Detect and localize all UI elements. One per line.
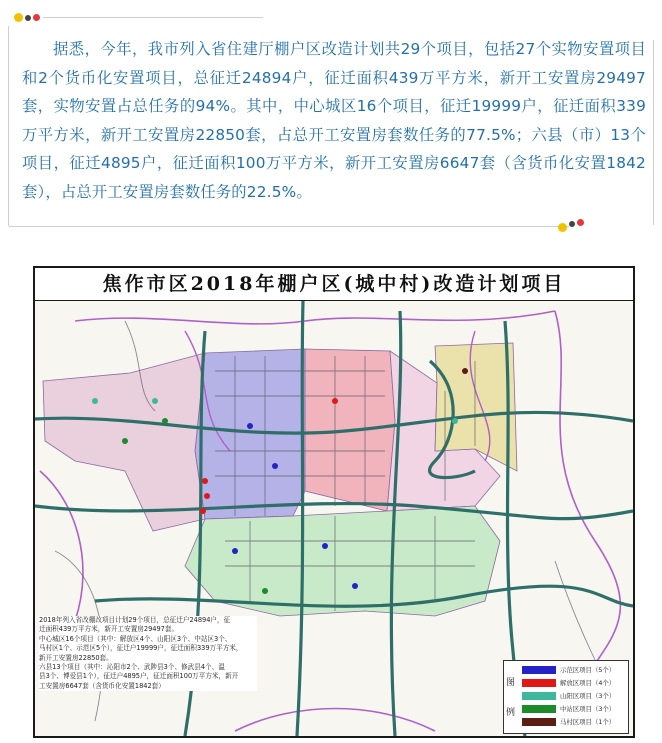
legend-item-count: （5个） (591, 666, 616, 674)
map-title: 焦作市区2018年棚户区(城中村)改造计划项目 (35, 268, 633, 302)
marker-shanyang-3 (452, 418, 458, 424)
marker-shanyang-1 (92, 398, 98, 404)
legend-item-macun (522, 717, 626, 728)
legend-swatch (522, 679, 556, 687)
article-paragraph: 据悉，今年，我市列入省住建厅棚户区改造计划共29个项目，包括27个实物安置项目和2个货币化安置项目，总征迁24894户，征迁面积439万平方米，新开工安置房29497套，实物安置占总任务的94%。其中，中心城区16个项目，征迁19999户，征迁面积339万平方米，新开工安置房22850套，占总开工安置房套数任务的77.5%；六县（市）13个项目，征迁4895户，征迁面积100万平方米，新开工安置房6647套（含货币化安置1842套），占总开工安置房套数任务的22.5%。 (22, 40, 646, 201)
marker-zhongzhan-3 (262, 588, 268, 594)
legend-item-zhongzhan (522, 704, 626, 715)
legend-text (560, 691, 615, 702)
note-line: 六县13个项目（其中：沁阳市2个、武陟县3个、修武县4个、温 (39, 663, 225, 672)
map-note (39, 616, 257, 691)
decor-line-bottom (9, 226, 569, 227)
decor-dot-yellow-2 (558, 223, 567, 232)
marker-jiefang-1 (202, 478, 208, 484)
legend-item-count: （1个） (591, 718, 616, 726)
legend-item-count: （4个） (591, 679, 616, 687)
project-map (33, 266, 635, 738)
legend-text (560, 665, 615, 676)
marker-shifan-1 (247, 423, 253, 429)
legend-item-name: 山阳区项目 (560, 692, 592, 700)
legend-swatch (522, 705, 556, 713)
marker-zhongzhan-1 (122, 438, 128, 444)
legend-item-shanyang (522, 691, 626, 702)
legend-item-name: 示范区项目 (560, 666, 592, 674)
decor-dot-gray-2 (569, 221, 575, 227)
legend-text (560, 704, 615, 715)
marker-shanyang-2 (152, 398, 158, 404)
decor-dot-red-2 (577, 219, 584, 226)
decor-dot-yellow (14, 13, 23, 22)
note-line: 新开工安置房22850套。 (39, 653, 113, 662)
legend-text (560, 717, 615, 728)
marker-macun-1 (462, 368, 468, 374)
legend-label-top: 图 (506, 678, 516, 688)
legend-swatch (522, 666, 556, 674)
decor-dot-red (33, 14, 40, 21)
legend-swatch (522, 718, 556, 726)
note-line: 工安置房6647套（含货币化安置1842套） (39, 681, 165, 690)
legend-label-bottom: 例 (506, 708, 516, 718)
decor-line-top (43, 17, 263, 18)
legend-swatch (522, 692, 556, 700)
note-line: 马村区1个、示范区5个），征迁户19999户，征迁面积339万平方米， (39, 644, 243, 653)
marker-jiefang-3 (200, 508, 206, 514)
marker-shifan-2 (272, 463, 278, 469)
legend-item-name: 马村区项目 (560, 718, 592, 726)
marker-jiefang-2 (204, 493, 210, 499)
article-text (22, 35, 646, 215)
marker-zhongzhan-2 (162, 418, 168, 424)
marker-shifan-4 (322, 543, 328, 549)
note-line: 县3个、博爱县1个），征迁户4895户，征迁面积100万平方米，新开 (39, 672, 239, 681)
legend-item-jiefang (522, 678, 626, 689)
marker-jiefang-4 (332, 398, 338, 404)
legend-item-count: （3个） (591, 692, 616, 700)
legend-text (560, 678, 615, 689)
note-line: 2018年列入省改棚改项目计划29个项目，总征迁户24894户，征 (39, 616, 231, 624)
legend-item-shifan (522, 665, 626, 676)
decor-dot-gray (25, 15, 31, 21)
decor-line-right (653, 40, 654, 225)
legend-item-name: 中站区项目 (560, 705, 592, 713)
note-line: 迁面积439万平方米，新开工安置房29497套。 (39, 625, 179, 634)
legend-item-name: 解放区项目 (560, 679, 592, 687)
note-line: 中心城区16个项目（其中：解放区4个、山阳区3个、中站区3个、 (39, 634, 232, 643)
decor-line-left (8, 26, 9, 226)
legend-item-count: （3个） (591, 705, 616, 713)
map-legend (503, 660, 629, 734)
marker-shifan-3 (232, 548, 238, 554)
marker-shifan-5 (352, 583, 358, 589)
